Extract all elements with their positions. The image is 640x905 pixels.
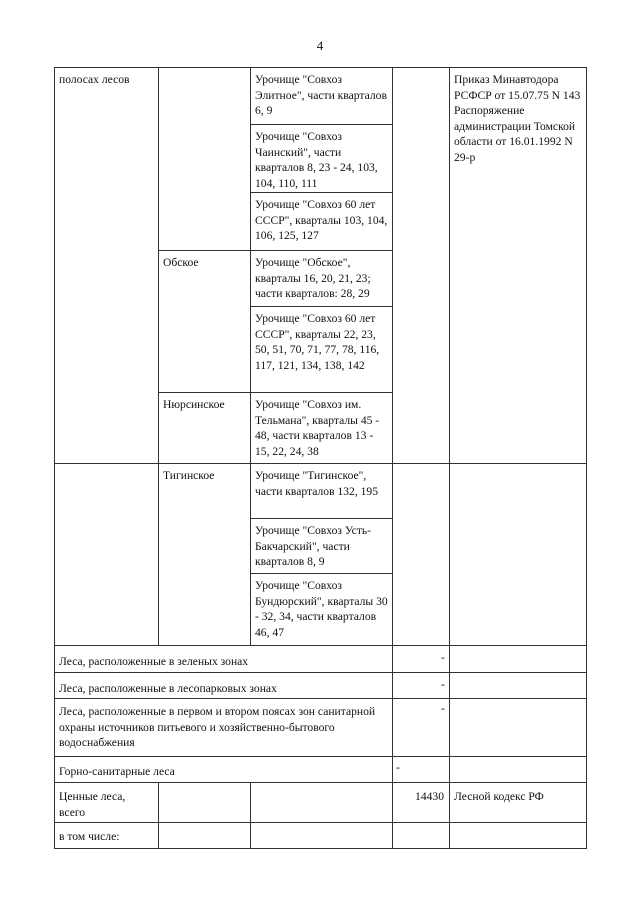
legal-basis-cell: Приказ Минавтодора РСФСР от 15.07.75 N 143 Распоряжение администрации Томской области от 16.01.1992 N 29-р	[454, 73, 581, 164]
row-divider	[54, 782, 586, 783]
row-divider	[54, 822, 586, 823]
tract-cell: Урочище "Совхоз Бундюрский", кварталы 30 - 32, 34, части кварталов 46, 47	[255, 579, 388, 639]
column-divider	[449, 756, 450, 782]
column-divider	[250, 782, 251, 849]
tract-cell: Урочище "Совхоз Усть-Бакчарский", части кварталов 8, 9	[255, 524, 372, 569]
tract-cell: Урочище "Совхоз Чаинский", части кварталов 8, 23 - 24, 103, 104, 110, 111	[255, 130, 378, 190]
row-divider	[54, 672, 586, 673]
row-divider	[54, 645, 586, 646]
column-divider	[158, 67, 159, 646]
category-cell: Ценные леса, всего	[59, 790, 126, 819]
column-divider	[392, 645, 393, 756]
tract-cell: Урочище "Совхоз Элитное", части кварталов 6, 9	[255, 73, 387, 118]
area-dash: -	[441, 702, 445, 715]
column-divider	[392, 67, 393, 646]
page-number: 4	[316, 38, 324, 53]
column-divider	[158, 782, 159, 849]
forestry-cell: Обское	[163, 256, 199, 269]
column-divider	[449, 645, 450, 756]
category-cell: Леса, расположенные в лесопарковых зонах	[59, 682, 277, 695]
category-cell: в том числе:	[59, 830, 120, 843]
area-cell: 14430	[415, 790, 444, 803]
tract-cell: Урочище "Совхоз 60 лет СССР", кварталы 103, 104, 106, 125, 127	[255, 198, 388, 243]
category-cell: полосах лесов	[59, 73, 130, 86]
tract-cell: Урочище "Обское", кварталы 16, 20, 21, 23; части кварталов: 28, 29	[255, 256, 371, 301]
tract-cell: Урочище "Совхоз 60 лет СССР", кварталы 22, 23, 50, 51, 70, 71, 77, 78, 116, 117, 121, 134, 138, 142	[255, 312, 380, 372]
legal-basis-cell: Лесной кодекс РФ	[454, 790, 544, 803]
forestry-cell: Тигинское	[163, 469, 215, 482]
tract-cell: Урочище "Тигинское", части кварталов 132, 195	[255, 469, 379, 498]
forestry-cell: Нюрсинское	[163, 398, 225, 411]
table-border	[586, 67, 587, 849]
category-cell: Леса, расположенные в зеленых зонах	[59, 655, 249, 668]
tract-cell: Урочище "Совхоз им. Тельмана", кварталы 45 - 48, части кварталов 13 - 15, 22, 24, 38	[255, 398, 380, 458]
row-divider	[54, 756, 586, 757]
area-dash: -	[396, 761, 400, 774]
category-cell: Горно-санитарные леса	[59, 765, 175, 778]
column-divider	[392, 756, 393, 782]
area-dash: -	[441, 678, 445, 691]
area-dash: -	[441, 651, 445, 664]
table-border	[54, 848, 586, 849]
category-cell: Леса, расположенные в первом и втором поясах зон санитарной охраны источников питьевого и хозяйственно-бытового водоснабжения	[59, 705, 376, 750]
row-divider	[54, 698, 586, 699]
